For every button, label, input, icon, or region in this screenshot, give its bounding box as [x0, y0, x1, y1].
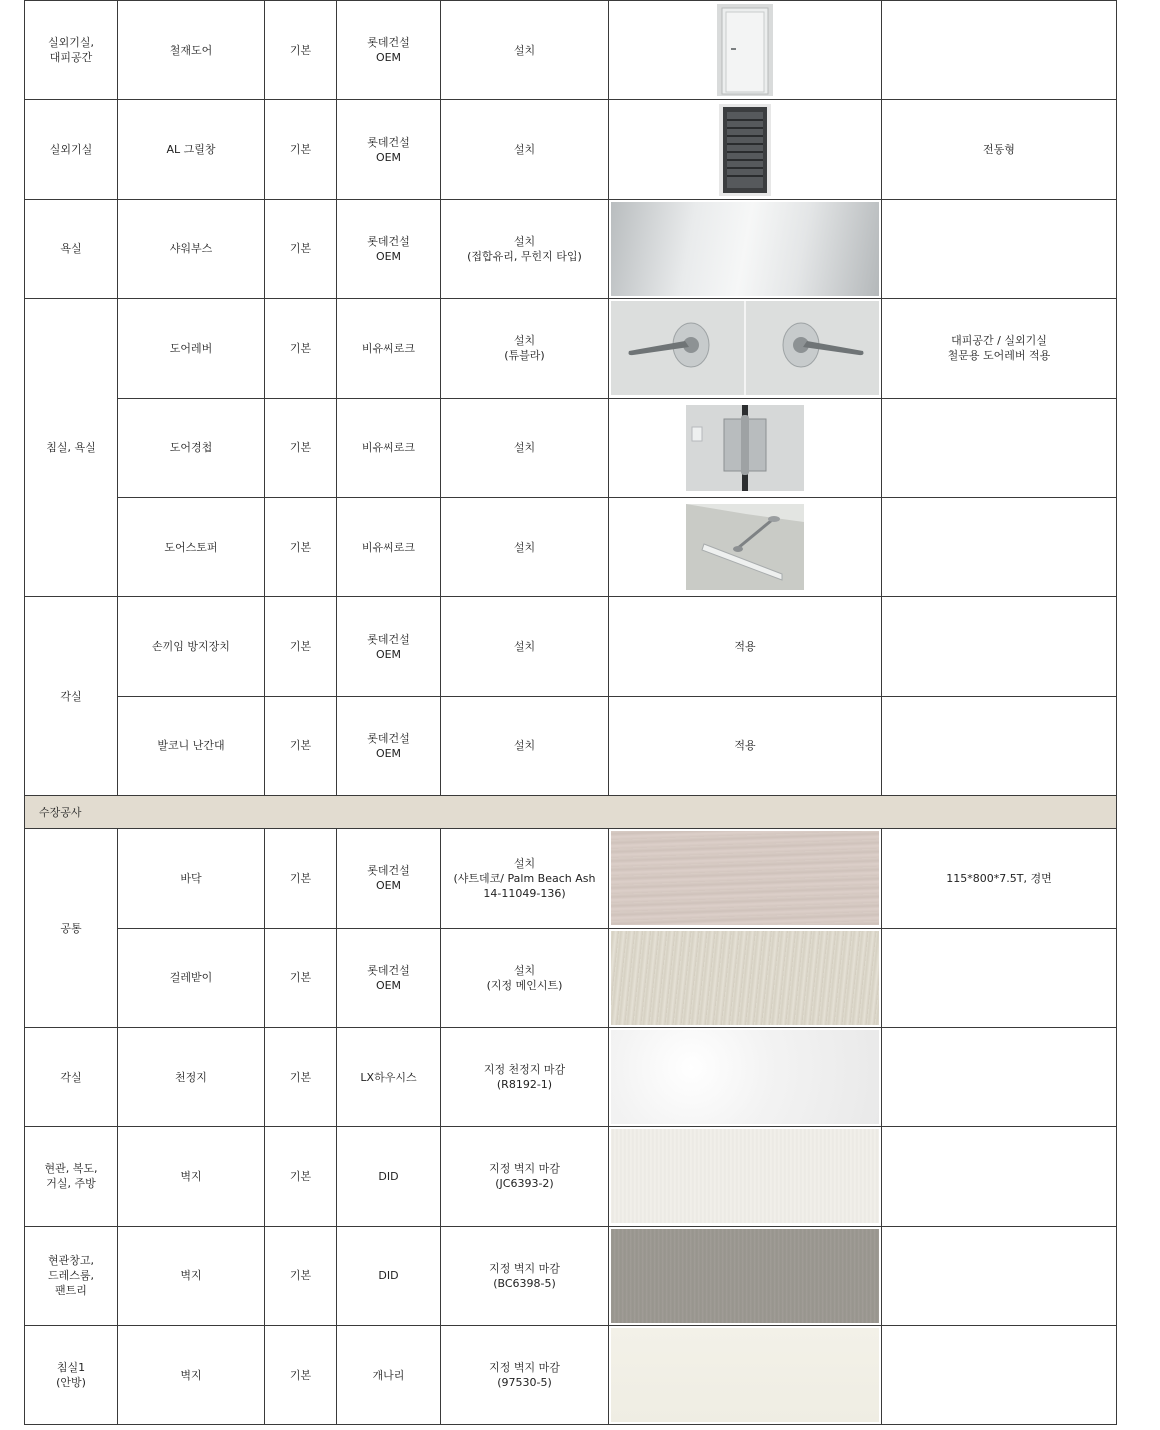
grille-window-image: [719, 104, 771, 196]
brand-cell: 롯데건설 OEM: [337, 928, 441, 1027]
steel-door-image: [717, 4, 773, 96]
brand-cell: 롯데건설 OEM: [337, 1, 441, 100]
wallpaper-cream-swatch: [611, 1328, 879, 1422]
note-cell: [882, 696, 1117, 795]
door-stopper-image: [686, 504, 804, 590]
spec-cell: 설치: [441, 696, 609, 795]
brand-cell: 롯데건설 OEM: [337, 597, 441, 696]
table-row: [25, 1027, 1117, 1126]
image-cell: [609, 199, 882, 298]
brand-cell: 롯데건설 OEM: [337, 199, 441, 298]
shower-glass-image: [611, 202, 879, 296]
spec-cell: 설치: [441, 597, 609, 696]
item-cell: 벽지: [118, 1127, 265, 1226]
brand-cell: 비유씨로크: [337, 398, 441, 497]
item-cell: 걸레받이: [118, 928, 265, 1027]
applied-cell: 적용: [609, 696, 882, 795]
image-cell: [609, 829, 882, 928]
section-header-row: [25, 796, 1117, 829]
type-cell: 기본: [265, 100, 337, 199]
space-cell: 현관창고, 드레스룸, 팬트리: [25, 1226, 118, 1325]
item-cell: 샤워부스: [118, 199, 265, 298]
image-cell: [609, 928, 882, 1027]
type-cell: 기본: [265, 1127, 337, 1226]
type-cell: 기본: [265, 199, 337, 298]
space-cell: 공통: [25, 829, 118, 1028]
item-cell: AL 그릴창: [118, 100, 265, 199]
table-row: [25, 597, 1117, 696]
brand-cell: 개나리: [337, 1326, 441, 1425]
type-cell: 기본: [265, 497, 337, 596]
brand-cell: 비유씨로크: [337, 497, 441, 596]
type-cell: 기본: [265, 829, 337, 928]
type-cell: 기본: [265, 1, 337, 100]
item-cell: 도어스토퍼: [118, 497, 265, 596]
wallpaper-white-swatch: [611, 1129, 879, 1223]
spec-cell: 설치: [441, 497, 609, 596]
type-cell: 기본: [265, 1326, 337, 1425]
note-cell: [882, 497, 1117, 596]
table-row: [25, 398, 1117, 497]
note-cell: 전동형: [882, 100, 1117, 199]
table-row: [25, 1226, 1117, 1325]
door-hinge-image: [686, 405, 804, 491]
table-row: [25, 1127, 1117, 1226]
table-row: [25, 928, 1117, 1027]
item-cell: 바닥: [118, 829, 265, 928]
wallpaper-gray-swatch: [611, 1229, 879, 1323]
applied-cell: 적용: [609, 597, 882, 696]
brand-cell: 롯데건설 OEM: [337, 696, 441, 795]
space-cell: 침실1 (안방): [25, 1326, 118, 1425]
spec-cell: 설치 (튜블라): [441, 299, 609, 398]
image-cell: [609, 1, 882, 100]
note-cell: [882, 1226, 1117, 1325]
item-cell: 철재도어: [118, 1, 265, 100]
space-cell: 실외기실: [25, 100, 118, 199]
item-cell: 천정지: [118, 1027, 265, 1126]
type-cell: 기본: [265, 928, 337, 1027]
floor-wood-swatch: [611, 831, 879, 925]
image-cell: [609, 1326, 882, 1425]
note-cell: 대피공간 / 실외기실 철문용 도어레버 적용: [882, 299, 1117, 398]
note-cell: 115*800*7.5T, 경면: [882, 829, 1117, 928]
brand-cell: 롯데건설 OEM: [337, 829, 441, 928]
note-cell: [882, 1326, 1117, 1425]
space-cell: 각실: [25, 597, 118, 796]
ceiling-paper-swatch: [611, 1030, 879, 1124]
spec-cell: 설치 (접합유리, 무힌지 타입): [441, 199, 609, 298]
image-cell: [609, 497, 882, 596]
table-row: [25, 497, 1117, 596]
table-row: [25, 829, 1117, 928]
type-cell: 기본: [265, 1226, 337, 1325]
spec-cell: 설치 (샤트데코/ Palm Beach Ash 14-11049-136): [441, 829, 609, 928]
table-row: [25, 1326, 1117, 1425]
table-row: [25, 199, 1117, 298]
spec-cell: 설치: [441, 1, 609, 100]
item-cell: 벽지: [118, 1226, 265, 1325]
baseboard-wood-swatch: [611, 931, 879, 1025]
note-cell: [882, 928, 1117, 1027]
spec-cell: 설치: [441, 100, 609, 199]
note-cell: [882, 398, 1117, 497]
note-cell: [882, 597, 1117, 696]
item-cell: 도어레버: [118, 299, 265, 398]
space-cell: 실외기실, 대피공간: [25, 1, 118, 100]
brand-cell: DID: [337, 1127, 441, 1226]
table-row: [25, 100, 1117, 199]
note-cell: [882, 1, 1117, 100]
image-cell: [609, 1127, 882, 1226]
spec-cell: 지정 벽지 마감 (97530-5): [441, 1326, 609, 1425]
table-row: [25, 299, 1117, 398]
type-cell: 기본: [265, 597, 337, 696]
spec-cell: 설치 (지정 메인시트): [441, 928, 609, 1027]
spec-cell: 설치: [441, 398, 609, 497]
spec-cell: 지정 천정지 마감 (R8192-1): [441, 1027, 609, 1126]
image-cell: [609, 299, 882, 398]
spec-cell: 지정 벽지 마감 (JC6393-2): [441, 1127, 609, 1226]
note-cell: [882, 199, 1117, 298]
brand-cell: 비유씨로크: [337, 299, 441, 398]
item-cell: 벽지: [118, 1326, 265, 1425]
image-cell: [609, 100, 882, 199]
space-cell: 욕실: [25, 199, 118, 298]
note-cell: [882, 1027, 1117, 1126]
item-cell: 손끼임 방지장치: [118, 597, 265, 696]
brand-cell: DID: [337, 1226, 441, 1325]
item-cell: 도어경첩: [118, 398, 265, 497]
space-cell: 현관, 복도, 거실, 주방: [25, 1127, 118, 1226]
spec-cell: 지정 벽지 마감 (BC6398-5): [441, 1226, 609, 1325]
door-lever-image: [611, 301, 879, 395]
image-cell: [609, 1027, 882, 1126]
image-cell: [609, 1226, 882, 1325]
section-title: 수장공사: [25, 796, 1117, 829]
finish-spec-table: [24, 0, 1117, 1425]
table-row: [25, 1, 1117, 100]
table-row: [25, 696, 1117, 795]
image-cell: [609, 398, 882, 497]
type-cell: 기본: [265, 299, 337, 398]
item-cell: 발코니 난간대: [118, 696, 265, 795]
brand-cell: 롯데건설 OEM: [337, 100, 441, 199]
type-cell: 기본: [265, 1027, 337, 1126]
space-cell: 침실, 욕실: [25, 299, 118, 597]
space-cell: 각실: [25, 1027, 118, 1126]
note-cell: [882, 1127, 1117, 1226]
brand-cell: LX하우시스: [337, 1027, 441, 1126]
type-cell: 기본: [265, 696, 337, 795]
type-cell: 기본: [265, 398, 337, 497]
